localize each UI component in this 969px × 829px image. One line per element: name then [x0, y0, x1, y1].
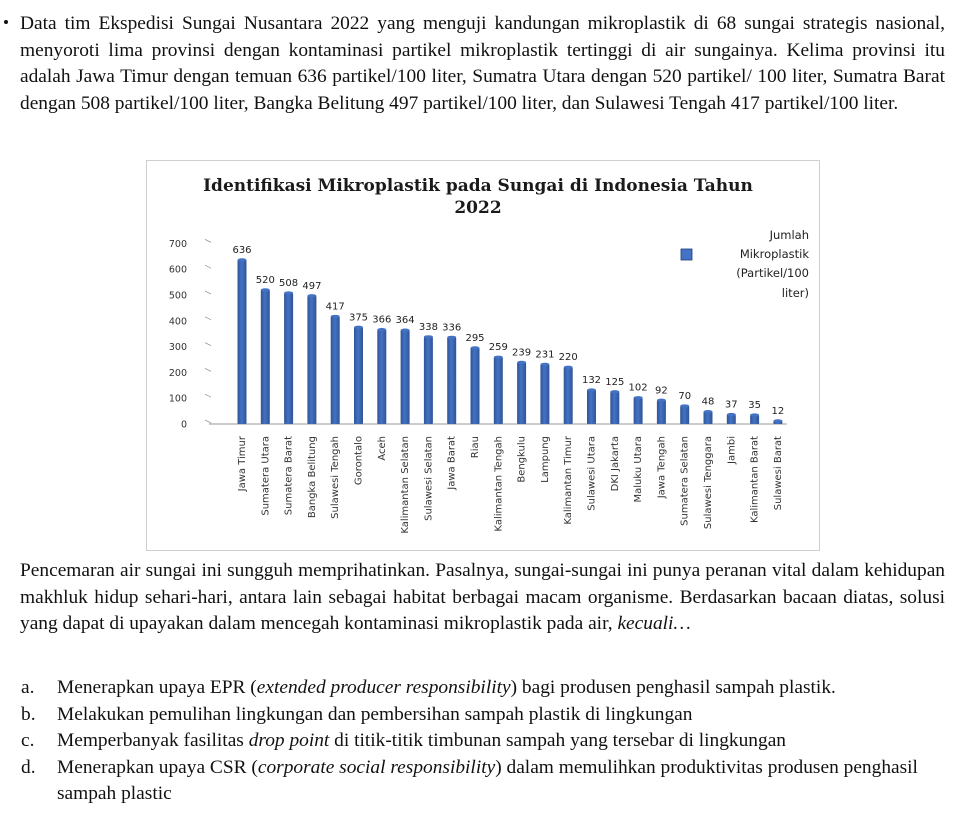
bar-top — [307, 294, 316, 297]
bar — [377, 330, 386, 424]
y-tick-label: 0 — [180, 419, 187, 431]
question-text: Pencemaran air sungai ini sungguh memprihatinkan. Pasalnya, sungai-sungai ini punya peranan vital dalam kehidupan makhluk hidup sehari-hari, antara lain sebagai habitat berbagai macam organisme. Berdasarkan bacaan diatas, solusi yang dapat di upayakan dalam mencegah kontaminasi mikroplastik pada air, — [20, 560, 945, 634]
data-label: 12 — [771, 405, 785, 417]
option-text-italic: corporate social responsibility — [257, 756, 496, 778]
bar-top — [284, 291, 293, 294]
bar — [494, 357, 503, 424]
data-label: 125 — [605, 376, 625, 388]
bar-top — [634, 396, 643, 399]
option-b[interactable] — [20, 702, 950, 729]
bar-top — [331, 315, 340, 318]
data-label: 375 — [348, 312, 369, 324]
category-label: Sumatera Selatan — [679, 436, 691, 526]
bar — [354, 327, 363, 424]
category-label: Jawa Barat — [446, 436, 458, 490]
bar-top — [494, 356, 503, 359]
data-label: 70 — [678, 390, 692, 402]
legend-label: liter) — [781, 286, 809, 300]
data-label: 132 — [581, 374, 602, 386]
bar-chart — [147, 161, 819, 550]
y-tick-label: 500 — [168, 290, 187, 302]
bar-top — [261, 288, 270, 291]
y-tick-mark — [205, 420, 211, 423]
data-label: 48 — [701, 396, 715, 408]
answer-options — [20, 675, 950, 808]
category-label: Sulawesi Tenggara — [703, 436, 714, 530]
category-label: Jawa Tengah — [656, 436, 668, 499]
y-tick-label: 400 — [168, 316, 187, 328]
question-paragraph — [20, 558, 945, 638]
option-letter: a. — [21, 677, 35, 698]
option-text-part: Menerapkan upaya EPR ( — [57, 677, 257, 698]
bar-top — [517, 361, 526, 364]
chart-title-line: 2022 — [454, 198, 502, 218]
category-label: Lampung — [539, 436, 551, 483]
y-tick-mark — [205, 317, 211, 320]
category-label: Aceh — [376, 436, 388, 461]
bar-top — [657, 399, 666, 402]
data-label: 338 — [418, 321, 438, 333]
category-label: Riau — [470, 436, 481, 459]
option-a[interactable] — [20, 675, 950, 702]
y-tick-mark — [205, 368, 211, 371]
bar — [634, 398, 643, 424]
category-label: Kalimantan Selatan — [400, 436, 412, 534]
bar-top — [354, 326, 363, 329]
category-label: Sulawesi Barat — [772, 436, 784, 511]
legend-label: Mikroplastik — [739, 247, 809, 261]
data-label: 102 — [628, 382, 648, 394]
bar-top — [471, 346, 480, 349]
option-text-part: Menerapkan upaya CSR ( — [57, 756, 258, 778]
option-text-italic: drop point — [248, 730, 330, 751]
bar — [284, 293, 293, 424]
data-label: 92 — [655, 385, 668, 397]
bar — [610, 392, 619, 424]
option-text-part: ) bagi produsen penghasil sampah plastik. — [510, 677, 836, 698]
bar — [540, 364, 549, 424]
bar-top — [424, 335, 433, 338]
y-tick-label: 200 — [168, 367, 187, 379]
category-label: Kalimantan Tengah — [493, 436, 505, 532]
option-letter: c. — [21, 730, 35, 751]
question-ending: kecuali… — [617, 613, 691, 634]
option-text — [57, 675, 950, 702]
list-bullet-icon — [4, 20, 8, 24]
bar-top — [238, 258, 247, 261]
option-text-part: ) dalam memulihkan produktivitas produsen penghasil sampah plastic — [57, 756, 918, 804]
y-tick-mark — [205, 394, 211, 397]
category-label: DKI Jakarta — [609, 436, 621, 492]
option-d[interactable] — [20, 755, 950, 808]
data-label: 259 — [488, 342, 508, 354]
y-tick-mark — [205, 265, 211, 268]
option-text — [57, 728, 950, 755]
option-text-part: Memperbanyak fasilitas — [57, 730, 249, 751]
category-label: Gorontalo — [353, 436, 365, 486]
y-tick-mark — [205, 343, 211, 346]
category-label: Bangka Belitung — [306, 436, 318, 519]
bar — [447, 337, 456, 424]
category-label: Jawa Timur — [237, 436, 248, 492]
category-label: Sumatera Barat — [283, 436, 295, 516]
data-label: 336 — [442, 322, 462, 334]
y-tick-mark — [205, 239, 211, 242]
y-tick-label: 300 — [168, 342, 187, 354]
bar-top — [704, 410, 713, 413]
bar — [564, 367, 573, 424]
data-label: 295 — [465, 332, 485, 344]
bar — [680, 406, 689, 424]
data-label: 508 — [279, 277, 299, 289]
option-text — [57, 702, 950, 729]
category-label: Jambi — [726, 436, 738, 464]
data-label: 497 — [302, 280, 322, 292]
option-c[interactable] — [20, 728, 950, 755]
category-label: Kalimantan Barat — [749, 436, 761, 523]
chart-container — [146, 160, 820, 551]
bar — [424, 337, 433, 424]
category-label: Sulawesi Selatan — [423, 436, 435, 521]
y-tick-label: 100 — [168, 393, 187, 405]
data-label: 231 — [535, 349, 555, 361]
bar — [261, 290, 270, 424]
bar-top — [587, 388, 596, 391]
data-label: 366 — [372, 314, 392, 326]
bar — [704, 412, 713, 424]
data-label: 636 — [232, 244, 252, 256]
intro-paragraph: Data tim Ekspedisi Sungai Nusantara 2022 yang menguji kandungan mikroplastik di 68 sungai strategis nasional, menyoroti lima provinsi dengan kontaminasi partikel mikroplastik tertinggi di air sungainya. Kelima provinsi itu adalah Jawa Timur dengan temuan 636 partikel/100 liter, Sumatra Utara dengan 520 partikel/ 100 liter, Sumatra Barat dengan 508 partikel/100 liter, Bangka Belitung 497 partikel/100 liter, dan Sulawesi Tengah 417 partikel/100 liter. — [20, 13, 945, 114]
option-letter: d. — [21, 756, 36, 778]
data-label: 239 — [512, 347, 532, 359]
bar — [657, 400, 666, 424]
bar-top — [773, 419, 782, 422]
bar-top — [680, 404, 689, 407]
legend-label: (Partikel/100 — [736, 266, 809, 280]
bar-top — [447, 336, 456, 339]
bar-top — [401, 328, 410, 331]
option-letter: b. — [21, 703, 36, 725]
bar — [331, 316, 340, 424]
category-label: Bengkulu — [516, 436, 528, 483]
bar — [517, 362, 526, 424]
bar — [587, 390, 596, 424]
bar-top — [750, 413, 759, 416]
category-label: Sulawesi Tengah — [330, 436, 342, 519]
bar — [238, 260, 247, 424]
category-label: Sumatera Utara — [260, 436, 272, 516]
bar-top — [377, 328, 386, 331]
bar-top — [540, 363, 549, 366]
option-text-part: di titik-titik timbunan sampah yang tersebar di lingkungan — [329, 730, 787, 751]
data-label: 364 — [395, 315, 415, 327]
option-text-part: Melakukan pemulihan lingkungan dan pembersihan sampah plastik di lingkungan — [57, 703, 693, 725]
data-label: 417 — [325, 301, 345, 313]
bar — [401, 330, 410, 424]
y-tick-label: 700 — [168, 238, 187, 250]
bar-top — [610, 390, 619, 393]
y-tick-label: 600 — [168, 264, 187, 276]
option-text-italic: extended producer responsibility — [256, 677, 511, 698]
category-label: Kalimantan Timur — [563, 436, 575, 525]
data-label: 37 — [724, 399, 738, 411]
y-tick-mark — [205, 291, 211, 294]
bar — [471, 348, 480, 424]
bar-top — [564, 366, 573, 369]
data-label: 35 — [748, 399, 761, 411]
legend-swatch — [681, 249, 692, 260]
bar — [307, 296, 316, 424]
data-label: 520 — [255, 274, 275, 286]
bar-top — [727, 413, 736, 416]
chart-title-line: Identifikasi Mikroplastik pada Sungai di Indonesia Tahun — [203, 176, 753, 196]
category-label: Maluku Utara — [633, 435, 645, 503]
option-text — [57, 755, 950, 808]
data-label: 220 — [558, 352, 578, 364]
category-label: Sulawesi Utara — [586, 436, 598, 511]
legend-label: Jumlah — [769, 228, 809, 242]
